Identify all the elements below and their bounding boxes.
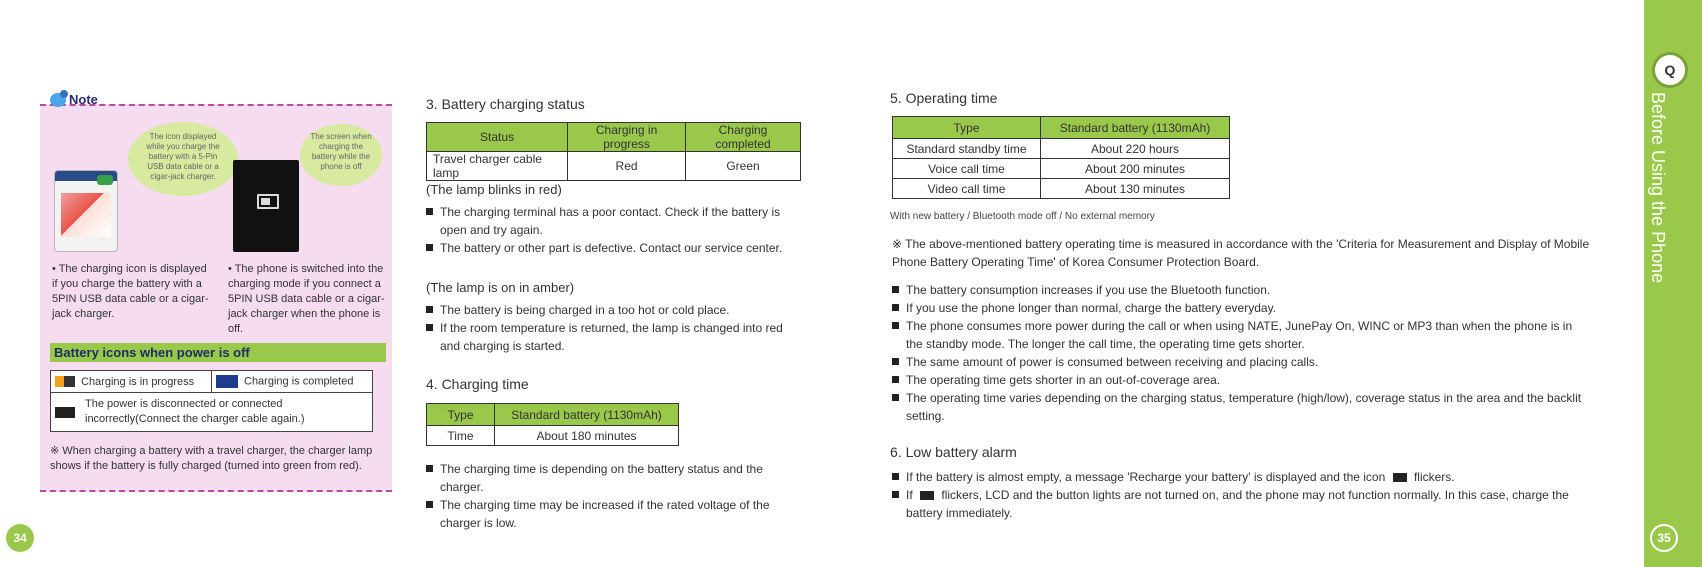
low-battery-text: flickers. <box>1413 470 1455 484</box>
list-item: If the room temperature is returned, the lamp is changed into red and charging is started. <box>426 319 806 355</box>
table-cell: About 220 hours <box>1041 139 1230 159</box>
low-battery-list <box>892 468 1592 522</box>
phone-q-icon: Q <box>1652 52 1688 88</box>
table-header-row <box>427 404 679 426</box>
phone-screen-power-off-charging <box>233 160 299 252</box>
battery-icon-cell-disconnected <box>51 393 373 432</box>
page-number-left: 34 <box>6 524 34 552</box>
operating-table-note: With new battery / Bluetooth mode off / No external memory <box>890 211 1155 222</box>
list-item: The battery or other part is defective. Contact our service center. <box>426 239 806 257</box>
section4-heading: 4. Charging time <box>426 376 529 392</box>
note-icon <box>50 93 66 107</box>
table-row <box>51 393 373 432</box>
completed-label: Charging is completed <box>244 375 354 388</box>
list-item: The operating time varies depending on the charging status, temperature (high/low), coverage status in the area and the backlit setting. <box>892 389 1592 425</box>
charging-status-table <box>426 122 801 181</box>
battery-full-icon <box>216 375 238 388</box>
list-item: If you use the phone longer than normal, charge the battery everyday. <box>892 299 1592 317</box>
amber-heading: (The lamp is on in amber) <box>426 280 575 295</box>
list-item: The charging time is depending on the battery status and the charger. <box>426 460 806 496</box>
table-cell: About 130 minutes <box>1041 179 1230 199</box>
list-item: The charging terminal has a poor contact. Check if the battery is open and try again. <box>426 203 806 239</box>
battery-charging-icon <box>55 376 75 387</box>
charging-badge-icon <box>97 175 113 185</box>
list-item: The phone consumes more power during the call or when using NATE, JunePay On, WINC or MP3 than when the phone is in the standby mode. The longer the call time, the operating time gets shorter. <box>892 317 1592 353</box>
caption-left: • The charging icon is displayed if you charge the battery with a 5PIN USB data cable or a cigar-jack charger. <box>52 263 209 320</box>
section3-heading: 3. Battery charging status <box>426 96 585 112</box>
table-cell: Green <box>686 152 801 181</box>
page-number-right: 35 <box>1650 524 1678 552</box>
note-title <box>50 92 98 107</box>
blink-red-list <box>426 203 806 257</box>
charging-time-table <box>426 403 679 446</box>
table-header: Standard battery (1130mAh) <box>495 404 679 426</box>
phone-screen-charging-icon <box>54 170 118 252</box>
disconnected-label: The power is disconnected or connected incorrectly(Connect the charger cable again.) <box>85 398 305 425</box>
note-footnote: ※ When charging a battery with a travel charger, the charger lamp shows if the battery is fully charged (turned into green from red). <box>50 445 373 472</box>
battery-empty-icon <box>920 491 934 500</box>
low-battery-text: If the battery is almost empty, a message 'Recharge your battery' is displayed and the icon <box>906 470 1386 484</box>
table-header: Status <box>427 123 568 152</box>
charging-time-list <box>426 460 806 532</box>
bubble-left: The icon displayed while you charge the battery with a 5-Pin USB data cable or a cigar-jack charger. <box>128 122 238 196</box>
table-cell: About 180 minutes <box>495 426 679 446</box>
table-cell: About 200 minutes <box>1041 159 1230 179</box>
list-item <box>892 486 1592 522</box>
list-item: The battery is being charged in a too hot or cold place. <box>426 301 806 319</box>
section5-heading: 5. Operating time <box>890 90 998 106</box>
caption-right: • The phone is switched into the charging mode if you connect a 5PIN USB data cable or a cigar-jack charger when the phone is off. <box>228 263 385 335</box>
list-item: The battery consumption increases if you use the Bluetooth function. <box>892 281 1592 299</box>
battery-icon-cell-completed <box>212 371 373 393</box>
battery-empty-icon <box>55 407 75 418</box>
table-cell: Video call time <box>893 179 1041 199</box>
table-header: Charging completed <box>686 123 801 152</box>
table-row <box>427 152 801 181</box>
table-header: Standard battery (1130mAh) <box>1041 117 1230 139</box>
battery-icon <box>257 194 279 209</box>
table-cell: Standard standby time <box>893 139 1041 159</box>
criteria-note: ※ The above-mentioned battery operating time is measured in accordance with the 'Criteria for Measurement and Display of Mobile Phone Battery Operating Time' of Korea Consumer Protection Board. <box>892 237 1590 269</box>
table-header: Charging in progress <box>568 123 686 152</box>
side-tab-label: Before Using the Phone <box>1648 92 1668 284</box>
amber-list <box>426 301 806 355</box>
table-row <box>893 159 1230 179</box>
list-item: The same amount of power is consumed between receiving and placing calls. <box>892 353 1592 371</box>
list-item <box>892 468 1592 486</box>
battery-icons-table <box>50 370 373 432</box>
table-header-row <box>427 123 801 152</box>
phone-wallpaper <box>61 193 111 237</box>
table-row <box>893 139 1230 159</box>
table-row <box>51 371 373 393</box>
operating-time-list <box>892 281 1592 425</box>
battery-empty-icon <box>1393 473 1407 482</box>
list-item: The charging time may be increased if the rated voltage of the charger is low. <box>426 496 806 532</box>
table-cell: Voice call time <box>893 159 1041 179</box>
table-cell: Travel charger cable lamp <box>427 152 568 181</box>
low-battery-text: If <box>906 488 913 502</box>
section6-heading: 6. Low battery alarm <box>890 444 1017 460</box>
table-header: Type <box>893 117 1041 139</box>
blink-red-heading: (The lamp blinks in red) <box>426 182 562 197</box>
table-cell: Red <box>568 152 686 181</box>
list-item: The operating time gets shorter in an out-of-coverage area. <box>892 371 1592 389</box>
table-header-row <box>893 117 1230 139</box>
operating-time-table <box>892 116 1230 199</box>
table-row <box>893 179 1230 199</box>
table-header: Type <box>427 404 495 426</box>
low-battery-text: flickers, LCD and the button lights are not turned on, and the phone may not function normally. In this case, charge the battery immediately. <box>906 488 1569 520</box>
table-cell: Time <box>427 426 495 446</box>
table-row <box>427 426 679 446</box>
note-title-text: Note <box>69 92 98 107</box>
battery-icon-cell-charging <box>51 371 212 393</box>
bubble-right: The screen when charging the battery while the phone is off <box>300 124 382 186</box>
charging-label: Charging is in progress <box>81 375 195 388</box>
battery-icons-heading: Battery icons when power is off <box>50 343 386 362</box>
